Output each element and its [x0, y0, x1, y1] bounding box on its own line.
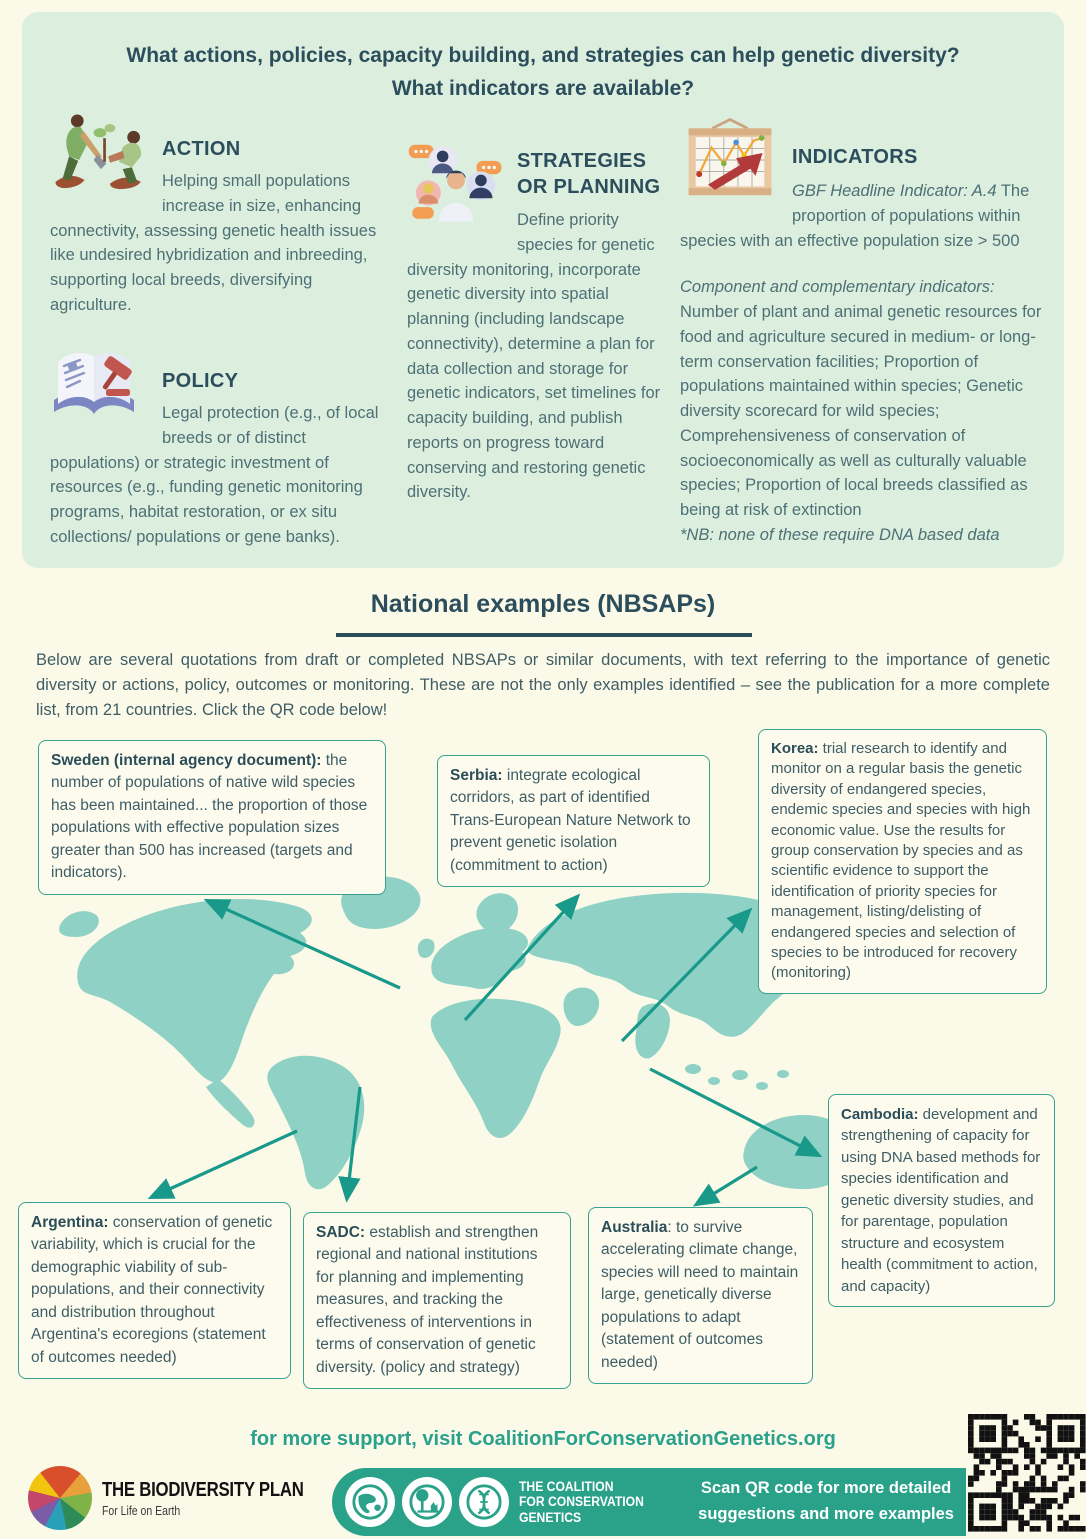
action-heading: ACTION [162, 138, 241, 160]
coalition-bar [332, 1468, 968, 1536]
page-title [22, 40, 1064, 105]
indicators-component: Component and complementary indicators: Number of plant and animal genetic resources for food and agriculture secured in medium- or long-term conservation facilities; Proportion of populations maintained within species; Genetic diversity scorecard for wild species; Comprehensiveness of conservation of socioeconomically as well as culturally valuable species; Proportion of local breeds classified as being at risk of extinction *NB: none of these require DNA based data [680, 275, 1054, 547]
chart-arrow-icon [680, 116, 780, 204]
coalition-name: THE COALITION FOR CONSERVATION GENETICS [519, 1478, 644, 1525]
tree-deer-icon [402, 1477, 452, 1527]
planting-people-icon [50, 108, 150, 192]
policy-body: Legal protection (e.g., of local breeds or of distinct populations) or strategic investment of resources (e.g., funding genetic monitoring programs, habitat restoration, or ex situ collections/ populations or gene banks). [50, 404, 379, 546]
indicators-nb-note: *NB: none of these require DNA based data [680, 525, 1000, 544]
policy-heading: POLICY [162, 370, 239, 392]
title-underline [336, 633, 752, 637]
biodiversity-plan-logo [28, 1466, 342, 1530]
top-panel [22, 12, 1064, 568]
strategies-section [407, 138, 670, 505]
page-title-line2: What indicators are available? [391, 76, 695, 100]
dna-icon [459, 1477, 509, 1527]
section-title-national-examples: National examples (NBSAPs) [370, 590, 716, 618]
biodiversity-mosaic-icon [28, 1466, 92, 1530]
biodiversity-plan-tagline: For Life on Earth [102, 1503, 181, 1518]
strategies-body: Define priority species for genetic diversity monitoring, incorporate genetic diversity into spatial planning (including landscape connectivity), determine a plan for data collection and storage for genetic indicators, set timelines for capacity building, and publish reports on progress toward conserving and restoring genetic diversity. [407, 211, 661, 502]
qr-code[interactable] [966, 1412, 1086, 1536]
support-link[interactable]: for more support, visit CoalitionForConservationGenetics.org [250, 1428, 836, 1450]
callout-sadc: SADC: establish and strengthen regional and national institutions for planning and implementing measures, and tracking the effectiveness of interventions in terms of conservation of genetic diversity. (policy and strategy) [303, 1212, 571, 1389]
biodiversity-plan-name: THE BIODIVERSITY PLAN [102, 1478, 304, 1501]
page-title-line1: What actions, policies, capacity building, and strategies can help genetic diversity? [126, 44, 960, 67]
action-section [50, 108, 392, 318]
intro-paragraph: Below are several quotations from draft or completed NBSAPs or similar documents, with text referring to the importance of genetic diversity or actions, policy, outcomes or monitoring. These are not the only examples identified – see the publication for a more complete list, from 21 countries. Click the QR code below! [36, 651, 1050, 720]
callout-australia: Australia: to survive accelerating climate change, species will need to maintain large, genetically diverse populations to adapt (statement of outcomes needed) [588, 1207, 813, 1384]
callout-cambodia: Cambodia: development and strengthening of capacity for using DNA based methods for species identification and genetic diversity studies, and for parentage, population structure and ecosystem health (commitment to action, and capacity) [828, 1094, 1055, 1307]
callout-serbia: Serbia: integrate ecological corridors, as part of identified Trans-European Nature Network to prevent genetic isolation (commitment to action) [437, 755, 710, 887]
qr-caption: Scan QR code for more detailed suggestions and more examples [698, 1479, 954, 1523]
callout-korea: Korea: trial research to identify and monitor on a regular basis the genetic diversity of endangered species, endemic species and species with high economic value. Use the results for group conservation by species and as scientific evidence to support the identification of priority species for management, listing/delisting of endangered species and selection of species to be introduced for recovery (monitoring) [758, 729, 1047, 994]
globe-icon [345, 1477, 395, 1527]
people-discussion-icon [407, 138, 505, 230]
indicators-headline: GBF Headline Indicator: A.4 The proportion of populations within species with an effective population size > 500 [680, 182, 1030, 250]
callout-argentina: Argentina: conservation of genetic variability, which is crucial for the demographic viability of sub-populations, and their connectivity and distribution throughout Argentina's ecoregions (statement of outcomes needed) [18, 1202, 291, 1379]
strategies-heading: STRATEGIES OR PLANNING [517, 150, 661, 198]
book-gavel-icon [50, 342, 150, 422]
callout-sweden: Sweden (internal agency document): the number of populations of native wild species has been maintained... the proportion of those populations with effective population sizes greater than 500 has increased (targets and indicators). [38, 740, 386, 895]
policy-section [50, 342, 392, 550]
indicators-heading: INDICATORS [792, 146, 918, 168]
indicators-section [680, 116, 1054, 548]
action-body: Helping small populations increase in size, enhancing connectivity, assessing genetic health issues like undesired hybridization and inbreeding, supporting local breeds, diversifying agriculture. [50, 172, 377, 314]
